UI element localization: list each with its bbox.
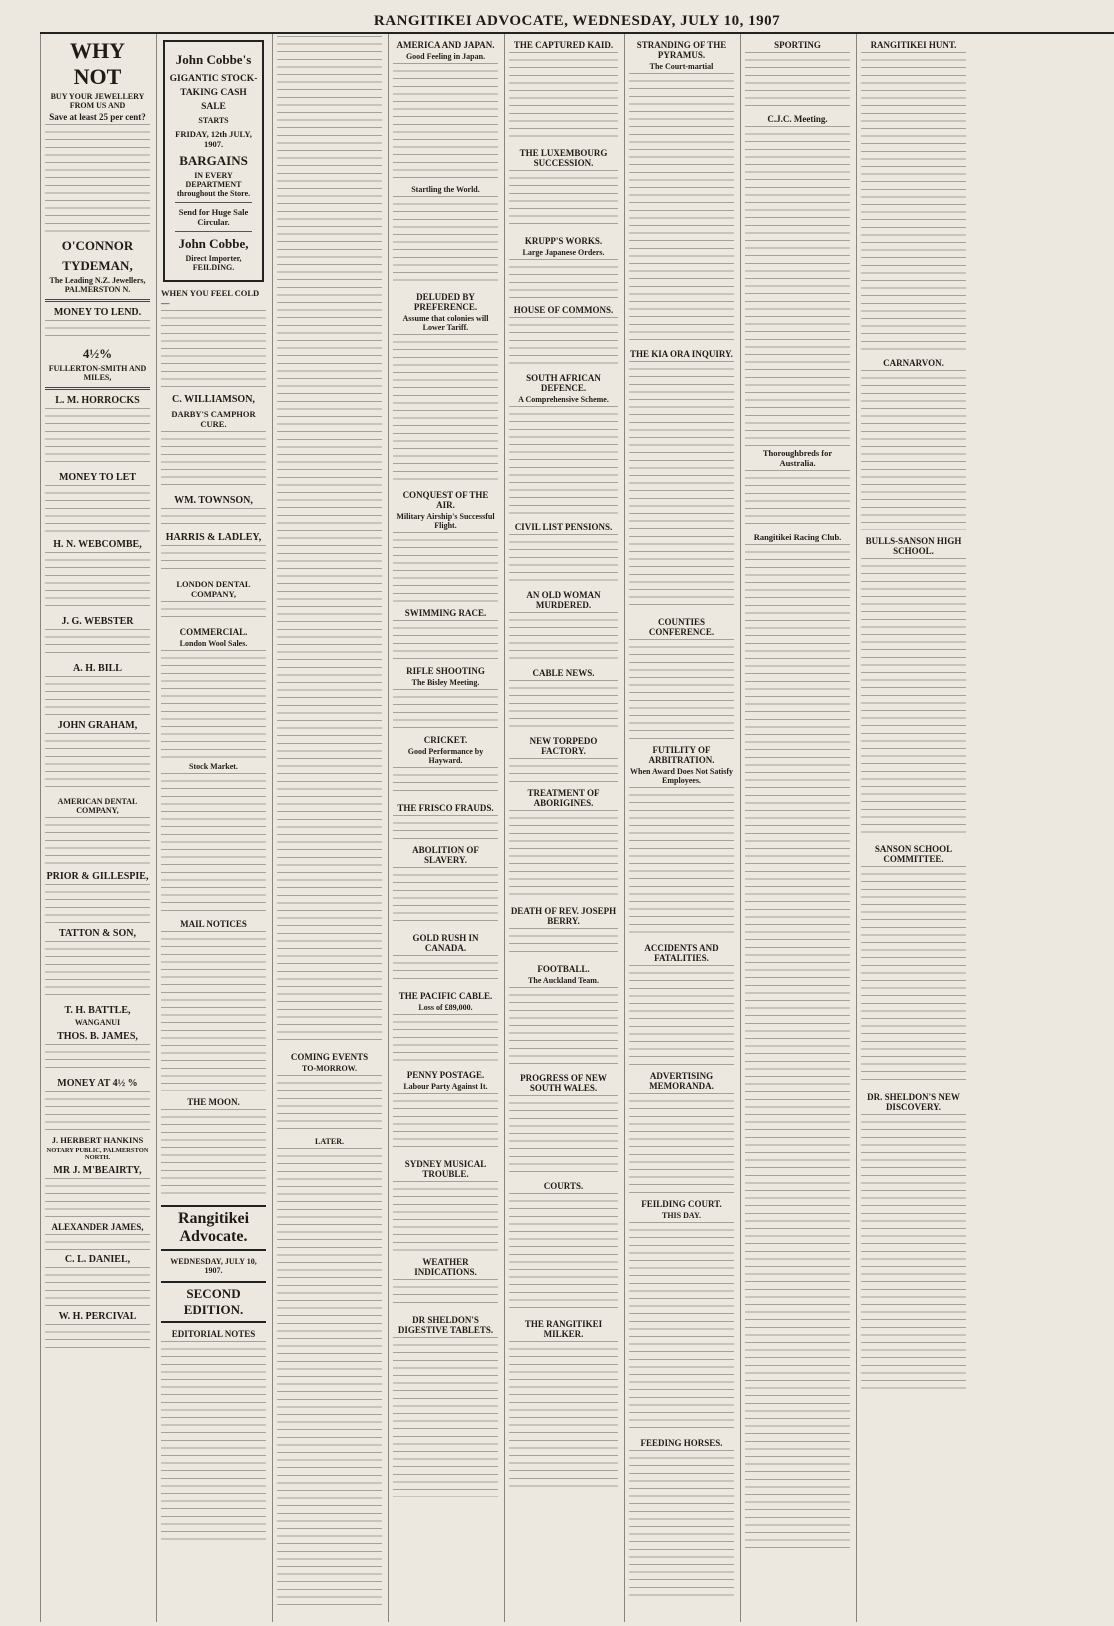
divider: [45, 387, 150, 390]
column-6: [624, 34, 738, 1622]
torpedo-heading: NEW TORPEDO FACTORY.: [529, 736, 598, 756]
mcbeairty-heading: MR J. M'BEAIRTY,: [53, 1165, 142, 1176]
money3-heading: MONEY AT 4½ %: [57, 1078, 138, 1089]
text-block: [161, 601, 266, 621]
text-block: [861, 370, 966, 530]
sporting-heading: SPORTING: [774, 40, 821, 50]
text-block: [45, 884, 150, 924]
text-block: [161, 545, 266, 575]
text-block: [509, 758, 618, 782]
send-line: Send for Huge Sale Circular.: [178, 207, 249, 227]
cricket-heading: CRICKET.: [423, 735, 468, 745]
whynot-heading: WHY NOT: [70, 38, 125, 89]
sale-heading: GIGANTIC STOCK-TAKING CASH SALE: [169, 74, 258, 112]
text-block: [393, 815, 498, 839]
graham-heading: JOHN GRAHAM,: [57, 720, 138, 731]
kiaora-heading: THE KIA ORA INQUIRY.: [630, 349, 733, 359]
advocate-banner: Rangitikei Advocate.: [161, 1205, 266, 1251]
text-block: [45, 408, 150, 468]
text-block: [629, 1093, 734, 1193]
money-heading: MONEY TO LEND.: [53, 307, 142, 318]
text-block: [161, 508, 266, 528]
pacific-heading: THE PACIFIC CABLE.: [398, 991, 493, 1001]
wool-heading: London Wool Sales.: [179, 639, 248, 648]
editorial-heading: EDITORIAL NOTES: [171, 1329, 256, 1339]
buy-line: BUY YOUR JEWELLERY FROM US AND: [50, 92, 145, 110]
coming-events-heading: COMING EVENTS: [290, 1052, 369, 1062]
daniel-heading: C. L. DANIEL,: [64, 1254, 131, 1265]
text-block: [45, 733, 150, 793]
text-block: [45, 320, 150, 342]
tomorrow-heading: TO-MORROW.: [302, 1064, 357, 1073]
civil-heading: CIVIL LIST PENSIONS.: [514, 522, 613, 532]
scheme-heading: A Comprehensive Scheme.: [518, 395, 609, 404]
text-block: [393, 620, 498, 660]
second-edition: SECOND EDITION.: [161, 1281, 266, 1323]
american-heading: AMERICAN DENTAL COMPANY,: [57, 797, 138, 815]
text-block: [745, 470, 850, 530]
luxembourg-heading: THE LUXEMBOURG SUCCESSION.: [519, 148, 608, 168]
text-block: [393, 1279, 498, 1309]
text-block: [161, 1109, 266, 1199]
text-block: [45, 124, 150, 234]
column-4: [388, 34, 502, 1622]
every-line: IN EVERY DEPARTMENT throughout the Store.: [176, 171, 251, 198]
text-block: [161, 1341, 266, 1541]
stock-heading: Stock Market.: [189, 762, 238, 771]
townson-heading: WM. TOWNSON,: [174, 495, 253, 506]
southafrica-heading: SOUTH AFRICAN DEFENCE.: [526, 373, 601, 393]
america-heading: AMERICA AND JAPAN.: [396, 40, 495, 50]
mail-heading: MAIL NOTICES: [180, 919, 247, 929]
berry-heading: DEATH OF REV. JOSEPH BERRY.: [510, 906, 617, 926]
hayward-heading: Good Performance by Hayward.: [407, 747, 484, 765]
oldwoman-heading: AN OLD WOMAN MURDERED.: [526, 590, 601, 610]
column-5: [504, 34, 622, 1622]
alexander-heading: ALEXANDER JAMES,: [51, 1222, 144, 1232]
text-block: [509, 928, 618, 958]
text-block: [161, 773, 266, 913]
column-2: [156, 34, 270, 1622]
james-heading: THOS. B. JAMES,: [57, 1031, 138, 1042]
text-block: [629, 1450, 734, 1600]
text-block: [745, 52, 850, 112]
text-block: [45, 817, 150, 867]
money2-heading: MONEY TO LET: [58, 472, 137, 483]
text-block: [509, 1095, 618, 1175]
cold-heading: WHEN YOU FEEL COLD—: [161, 288, 260, 308]
later-heading: LATER.: [315, 1137, 344, 1146]
text-block: [393, 1181, 498, 1251]
horrocks-heading: L. M. HORROCKS: [55, 395, 140, 406]
harris-heading: HARRIS & LADLEY,: [165, 532, 262, 543]
award-heading: When Award Does Not Satisfy Employees.: [630, 767, 733, 785]
text-block: [509, 52, 618, 142]
williamson-heading: C. WILLIAMSON,: [172, 394, 255, 405]
text-block: [393, 334, 498, 484]
text-block: [393, 63, 498, 183]
aborigines-heading: TREATMENT OF ABORIGINES.: [527, 788, 600, 808]
text-block: [509, 259, 618, 299]
divider: [175, 231, 252, 232]
gold-heading: GOLD RUSH IN CANADA.: [412, 933, 479, 953]
bulls-heading: BULLS-SANSON HIGH SCHOOL.: [865, 536, 962, 556]
hunt-heading: RANGITIKEI HUNT.: [870, 40, 957, 50]
frisco-heading: THE FRISCO FRAUDS.: [397, 803, 494, 813]
divider: [175, 202, 252, 203]
sydney-heading: SYDNEY MUSICAL TROUBLE.: [404, 1159, 487, 1179]
feilding-heading: FEILDING COURT.: [641, 1199, 722, 1209]
conquest-heading: CONQUEST OF THE AIR.: [402, 490, 489, 510]
text-block: [161, 650, 266, 760]
text-block: [393, 196, 498, 286]
london-heading: LONDON DENTAL COMPANY,: [176, 579, 251, 599]
bill-heading: A. H. BILL: [73, 663, 122, 674]
counties-heading: COUNTIES CONFERENCE.: [648, 617, 715, 637]
webster-heading: J. G. WEBSTER: [61, 616, 134, 627]
discovery-heading: DR. SHELDON'S NEW DISCOVERY.: [867, 1092, 960, 1112]
text-block: [45, 676, 150, 716]
thisday-heading: THIS DAY.: [662, 1211, 701, 1220]
loss-heading: Loss of £89,000.: [418, 1003, 473, 1012]
text-block: [393, 955, 498, 985]
text-block: [509, 612, 618, 662]
text-block: [509, 810, 618, 900]
kaid-heading: THE CAPTURED KAID.: [513, 40, 614, 50]
text-block: [45, 552, 150, 612]
text-block: [629, 639, 734, 739]
fullerton-line: FULLERTON-SMITH AND MILES,: [48, 364, 147, 382]
hankins-heading: J. HERBERT HANKINS: [51, 1135, 144, 1145]
masthead-title: RANGITIKEI ADVOCATE, WEDNESDAY, JULY 10, 1907: [373, 13, 781, 29]
commons-heading: HOUSE OF COMMONS.: [513, 305, 614, 315]
labour-heading: Labour Party Against It.: [403, 1082, 488, 1091]
bargains-heading: BARGAINS: [179, 153, 248, 168]
masthead: [40, 10, 1114, 34]
text-block: [45, 1178, 150, 1218]
notary-line: NOTARY PUBLIC, PALMERSTON NORTH.: [46, 1147, 149, 1161]
text-block: [161, 431, 266, 491]
column-1: [40, 34, 154, 1622]
cjc-heading: C.J.C. Meeting.: [767, 114, 828, 124]
text-block: [861, 1114, 966, 1394]
text-block: [277, 1075, 382, 1135]
assume-heading: Assume that colonies will Lower Tariff.: [402, 314, 489, 332]
text-block: [509, 1341, 618, 1491]
tydeman-heading: TYDEMAN,: [62, 258, 133, 273]
text-block: [393, 1014, 498, 1064]
text-block: [509, 987, 618, 1067]
text-block: [861, 52, 966, 352]
penny-heading: PENNY POSTAGE.: [406, 1070, 485, 1080]
startling-heading: Startling the World.: [411, 185, 480, 194]
text-block: [861, 558, 966, 838]
rifle-heading: RIFLE SHOOTING: [406, 666, 485, 676]
futility-heading: FUTILITY OF ARBITRATION.: [648, 745, 715, 765]
camphor-heading: DARBY'S CAMPHOR CURE.: [171, 409, 256, 429]
accidents-heading: ACCIDENTS AND FATALITIES.: [644, 943, 719, 963]
column-8: [856, 34, 970, 1622]
text-block: [509, 170, 618, 230]
percival-heading: W. H. PERCIVAL: [58, 1311, 137, 1322]
horses-heading: FEEDING HORSES.: [640, 1438, 723, 1448]
cobbe-heading: John Cobbe's: [175, 52, 252, 67]
text-block: [393, 689, 498, 729]
date-line: WEDNESDAY, JULY 10, 1907.: [170, 1257, 257, 1275]
column-7: [740, 34, 854, 1622]
text-block: [45, 1234, 150, 1250]
text-block: [277, 1148, 382, 1608]
text-block: [745, 126, 850, 446]
airship-heading: Military Airship's Successful Flight.: [396, 512, 495, 530]
percent-heading: 4½%: [82, 346, 113, 361]
text-block: [509, 680, 618, 730]
court-heading: The Court-martial: [649, 62, 714, 71]
cable-heading: CABLE NEWS.: [532, 668, 595, 678]
text-block: [45, 629, 150, 659]
text-block: [45, 1324, 150, 1354]
weather-heading: WEATHER INDICATIONS.: [414, 1257, 477, 1277]
text-block: [745, 544, 850, 1554]
text-block: [393, 1093, 498, 1153]
sanson-heading: SANSON SCHOOL COMMITTEE.: [874, 844, 953, 864]
starts-line: STARTS: [198, 116, 229, 125]
text-block: [161, 310, 266, 390]
cobbe2-heading: John Cobbe,: [178, 236, 249, 251]
text-block: [45, 1267, 150, 1307]
swimming-heading: SWIMMING RACE.: [404, 608, 487, 618]
krupp-heading: KRUPP'S WORKS.: [524, 236, 603, 246]
text-block: [509, 317, 618, 367]
text-block: [629, 1222, 734, 1432]
moon-heading: THE MOON.: [187, 1097, 240, 1107]
text-block: [45, 941, 150, 1001]
cobbe-ad: [163, 40, 264, 282]
text-block: [629, 73, 734, 343]
text-block: [629, 361, 734, 611]
text-block: [861, 866, 966, 1086]
text-block: [45, 1091, 150, 1131]
text-block: [393, 532, 498, 602]
divider: [45, 299, 150, 302]
text-block: [161, 931, 266, 1091]
column-3: [272, 34, 386, 1622]
nsw-heading: PROGRESS OF NEW SOUTH WALES.: [520, 1073, 607, 1093]
goodfeeling-heading: Good Feeling in Japan.: [405, 52, 486, 61]
courts-heading: COURTS.: [543, 1181, 584, 1191]
jewellers-line: The Leading N.Z. Jewellers, PALMERSTON N.: [49, 276, 146, 294]
friday-line: FRIDAY, 12th JULY, 1907.: [175, 129, 252, 149]
text-block: [277, 36, 382, 1046]
text-block: [629, 787, 734, 937]
milker-heading: THE RANGITIKEI MILKER.: [524, 1319, 603, 1339]
text-block: [629, 965, 734, 1065]
text-block: [509, 1193, 618, 1313]
thoroughbreds-heading: Thoroughbreds for Australia.: [762, 448, 833, 468]
webcombe-heading: H. N. WEBCOMBE,: [53, 539, 142, 550]
text-block: [45, 1044, 150, 1074]
battle-heading: T. H. BATTLE,: [64, 1005, 131, 1016]
text-block: [509, 534, 618, 584]
stranding-heading: STRANDING OF THE PYRAMUS.: [636, 40, 727, 60]
save-line: Save at least 25 per cent?: [49, 112, 146, 122]
tatton-heading: TATTON & SON,: [59, 928, 136, 939]
slavery-heading: ABOLITION OF SLAVERY.: [412, 845, 479, 865]
wanganui-line: WANGANUI: [74, 1018, 121, 1027]
advertising-heading: ADVERTISING MEMORANDA.: [649, 1071, 714, 1091]
football-heading: FOOTBALL.: [537, 964, 590, 974]
direct-line: Direct Importer, FEILDING.: [185, 254, 242, 272]
auckland-heading: The Auckland Team.: [528, 976, 599, 985]
oconnor-heading: O'CONNOR: [61, 238, 134, 253]
commercial-heading: COMMERCIAL.: [179, 627, 248, 637]
text-block: [393, 767, 498, 797]
text-block: [509, 406, 618, 516]
sheldon-heading: DR SHELDON'S DIGESTIVE TABLETS.: [397, 1315, 494, 1335]
text-block: [45, 485, 150, 535]
prior-heading: PRIOR & GILLESPIE,: [46, 871, 149, 882]
text-block: [393, 867, 498, 927]
carnarvon-heading: CARNARVON.: [883, 358, 944, 368]
text-block: [393, 1337, 498, 1497]
racing-heading: Rangitikei Racing Club.: [753, 532, 842, 542]
bisley-heading: The Bisley Meeting.: [411, 678, 480, 687]
japanese-heading: Large Japanese Orders.: [522, 248, 605, 257]
deluded-heading: DELUDED BY PREFERENCE.: [413, 292, 478, 312]
